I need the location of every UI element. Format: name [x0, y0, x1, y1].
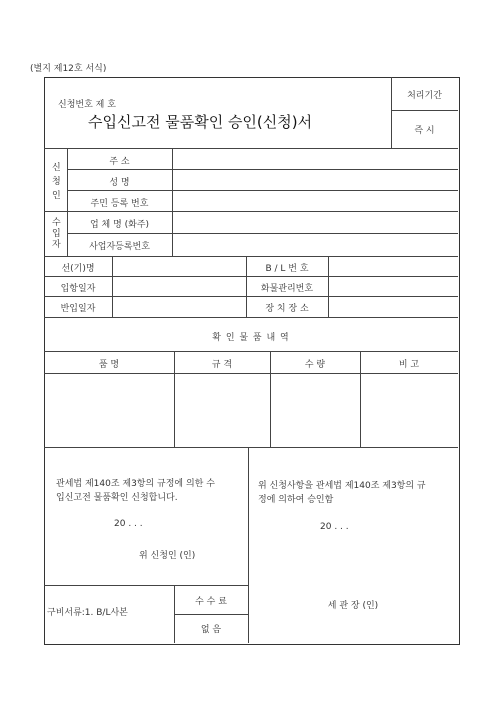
loading-date-field[interactable] [113, 297, 245, 316]
fee-label: 수 수 료 [195, 597, 227, 607]
approval-text: 정에 의하여 승인함 [258, 495, 334, 505]
divider [174, 614, 248, 615]
application-text: 관세법 제140조 제3항의 규정에 의한 수 [56, 479, 215, 489]
form-title: 수입신고전 물품확인 승인(신청)서 [88, 113, 313, 131]
storage-location-label: 장 치 장 소 [265, 304, 309, 314]
bl-number-label: B / L 번 호 [265, 264, 309, 274]
divider [391, 110, 458, 111]
arrival-date-field[interactable] [113, 277, 245, 295]
address-field[interactable] [173, 149, 457, 168]
arrival-date-label: 입항일자 [60, 284, 96, 294]
customs-chief-signature: 세 관 장 (인) [327, 601, 379, 611]
importer-label-char: 자 [52, 240, 61, 250]
processing-period-value: 즉 시 [414, 126, 435, 136]
processing-period-label: 처리기간 [407, 91, 442, 101]
required-documents: 구비서류:1. B/L사본 [47, 608, 128, 618]
importer-label-char: 입 [52, 229, 61, 239]
application-date: 20 . . . [114, 519, 143, 529]
cargo-number-label: 화물관리번호 [260, 284, 314, 294]
remarks-field[interactable] [361, 374, 457, 446]
applicant-label-char: 청 [52, 177, 61, 187]
column-header-quantity: 수 량 [304, 360, 326, 370]
form-number: (별지 제12호 서식) [30, 64, 107, 74]
items-section-title: 확 인 물 품 내 역 [212, 333, 290, 343]
divider [44, 585, 248, 586]
quantity-field[interactable] [271, 374, 359, 446]
divider [248, 447, 249, 643]
column-header-remarks: 비 고 [398, 360, 420, 370]
business-number-field[interactable] [173, 234, 457, 255]
resident-number-label: 주민 등록 번호 [90, 199, 149, 209]
column-header-item-name: 품 명 [98, 360, 120, 370]
column-header-spec: 규 격 [211, 360, 233, 370]
ship-name-field[interactable] [113, 257, 245, 275]
storage-location-field[interactable] [329, 297, 457, 316]
company-name-label: 업 체 명 (화주) [89, 220, 150, 230]
approval-text: 위 신청사항을 관세법 제140조 제3항의 규 [258, 481, 426, 491]
importer-label-char: 수 [52, 218, 61, 228]
fee-value: 없 음 [200, 625, 222, 635]
applicant-label-char: 신 [52, 163, 61, 173]
loading-date-label: 반입일자 [60, 304, 96, 314]
name-field[interactable] [173, 170, 457, 189]
address-label: 주 소 [109, 157, 130, 167]
company-name-field[interactable] [173, 212, 457, 232]
applicant-label-char: 인 [52, 191, 61, 201]
resident-number-field[interactable] [173, 191, 457, 210]
application-number-label: 신청번호 제 호 [58, 100, 116, 110]
bl-number-field[interactable] [329, 257, 457, 275]
cargo-number-field[interactable] [329, 277, 457, 295]
application-text: 입신고전 물품확인 신청합니다. [56, 493, 178, 503]
business-number-label: 사업자등록번호 [89, 242, 150, 252]
item-name-field[interactable] [45, 374, 173, 446]
approval-date: 20 . . . [320, 522, 349, 532]
name-label: 성 명 [109, 178, 130, 188]
divider [44, 351, 458, 352]
divider [44, 447, 458, 448]
spec-field[interactable] [175, 374, 269, 446]
divider [44, 317, 458, 318]
applicant-signature: 위 신청인 (인) [139, 551, 196, 561]
ship-name-label: 선(기)명 [61, 264, 95, 274]
